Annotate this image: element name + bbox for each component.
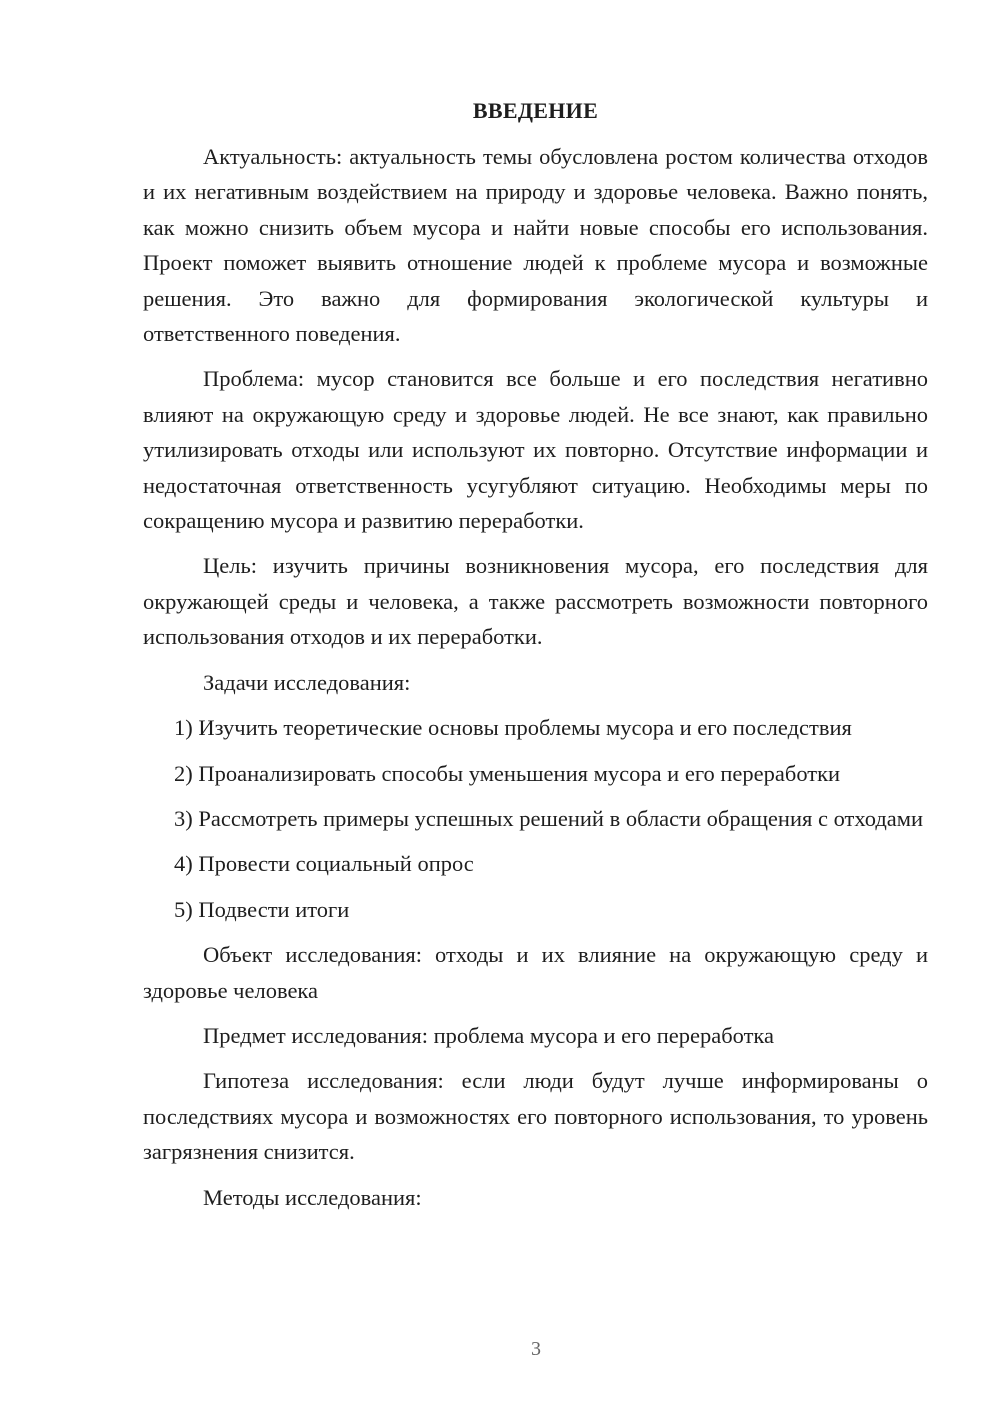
section-title: ВВЕДЕНИЕ — [472, 98, 599, 123]
paragraph-subject: Предмет исследования: проблема мусора и его переработка — [203, 1022, 775, 1048]
paragraph-hypothesis: Гипотеза исследования: если люди будут лучше информированы о последствиях мусора и возможностях его повторного использования, то уровень загрязнения снизится. — [143, 1068, 928, 1165]
task-item-3: 3) Рассмотреть примеры успешных решений в области обращения с отходами — [174, 805, 924, 831]
paragraph-tasks-heading: Задачи исследования: — [203, 669, 411, 695]
paragraph-object: Объект исследования: отходы и их влияние на окружающую среду и здоровье человека — [143, 942, 928, 1003]
paragraph-relevance: Актуальность: актуальность темы обусловлена ростом количества отходов и их негативным воздействием на природу и здоровье человека. Важно понять, как можно снизить объем мусора и найти новые способы его использования. Проект поможет выявить отношение людей к проблеме мусора и возможные решения. Это важно для формирования экологической культуры и ответственного поведения. — [143, 144, 928, 347]
page-number: 3 — [531, 1338, 541, 1360]
paragraph-problem: Проблема: мусор становится все больше и его последствия негативно влияют на окружающую среду и здоровье людей. Не все знают, как правильно утилизировать отходы или используют их повторно. Отсутствие информации и недостаточная ответственность усугубляют ситуацию. Необходимы меры по сокращению мусора и развитию переработки. — [143, 366, 928, 534]
task-item-1: 1) Изучить теоретические основы проблемы мусора и его последствия — [174, 715, 852, 741]
task-item-2: 2) Проанализировать способы уменьшения мусора и его переработки — [174, 760, 841, 786]
paragraph-methods: Методы исследования: — [203, 1184, 422, 1210]
page-content — [143, 93, 928, 1225]
task-item-5: 5) Подвести итоги — [174, 896, 350, 922]
paragraph-goal: Цель: изучить причины возникновения мусора, его последствия для окружающей среды и человека, а также рассмотреть возможности повторного использования отходов и их переработки. — [143, 553, 928, 650]
task-item-4: 4) Провести социальный опрос — [174, 851, 474, 877]
